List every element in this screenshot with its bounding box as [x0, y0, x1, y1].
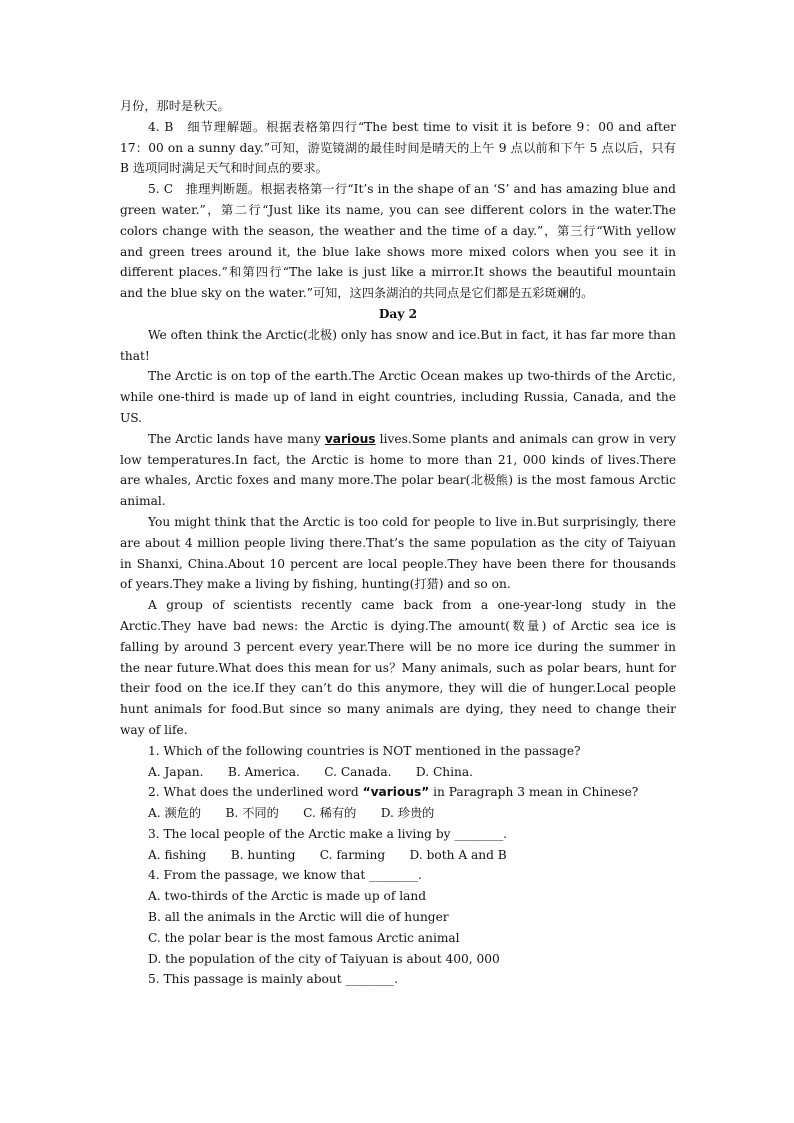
passage-paragraph-1: We often think the Arctic(北极) only has snow and ice.But in fact, it has far more than that!: [120, 327, 676, 363]
underlined-word: various: [324, 431, 376, 446]
answer-5: 5. C 推理判断题。根据表格第一行“It’s in the shape of an ‘S’ and has amazing blue and green water.”，第二行“Just like its name, you can see different colors in the water.The colors change with the season, the weather and the time of a day.”，第三行“With yellow and green trees around it, the blue lake shows more mixed colors when you see it in different places.”和第四行“The lake is just like a mirror.It shows the beautiful mountain and the blue sky on the water.”可知，这四条湖泊的共同点是它们都是五彩斑斓的。: [120, 182, 676, 301]
passage-paragraph-5: A group of scientists recently came back from a one-year-long study in the Arctic.They have bad news: the Arctic is dying.The amount(数量) of Arctic sea ice is falling by around 3 percent every year.There will be no more ice during the summer in the near future.What does this mean for us？Many animals, such as polar bears, hunt for their food on the ice.If they can’t do this anymore, they will die of hunger.Local people hunt animals for food.But since so many animals are dying, they need to change their way of life.: [120, 598, 676, 737]
question-5: 5. This passage is mainly about ________.: [148, 972, 399, 987]
passage-paragraph-4: You might think that the Arctic is too cold for people to live in.But surprisingly, there are about 4 million people living there.That’s the same population as the city of Taiyuan in Shanxi, China.About 10 percent are local people.They have been there for thousands of years.They make a living by fishing, hunting(打猎) and so on.: [120, 514, 676, 592]
answer-continuation: 月份，那时是秋天。: [120, 99, 230, 113]
paragraph-3-text-start: The Arctic lands have many: [148, 431, 325, 446]
question-4-option-a: A. two-thirds of the Arctic is made up of land: [148, 889, 427, 904]
question-4-option-c: C. the polar bear is the most famous Arctic animal: [148, 930, 460, 945]
question-4-option-d: D. the population of the city of Taiyuan is about 400, 000: [148, 951, 500, 966]
question-4-option-b: B. all the animals in the Arctic will die of hunger: [148, 910, 449, 925]
question-1-options: A. Japan. B. America. C. Canada. D. China.: [148, 764, 474, 779]
question-2-text-end: in Paragraph 3 mean in Chinese?: [429, 785, 639, 800]
answer-4: 4. B 细节理解题。根据表格第四行“The best time to visit it is before 9：00 and after 17：00 on a sunny day.”可知，游览镜湖的最佳时间是晴天的上午 9 点以前和下午 5 点以后，只有 B 选项同时满足天气和时间点的要求。: [120, 119, 676, 176]
question-4: 4. From the passage, we know that ________.: [148, 868, 422, 883]
question-1: 1. Which of the following countries is NOT mentioned in the passage?: [148, 743, 581, 758]
passage-paragraph-2: The Arctic is on top of the earth.The Arctic Ocean makes up two-thirds of the Arctic, while one-third is made up of land in eight countries, including Russia, Canada, and the US.: [120, 369, 676, 425]
question-3: 3. The local people of the Arctic make a living by ________.: [148, 826, 508, 841]
question-2-options: A. 濒危的 B. 不同的 C. 稀有的 D. 珍贵的: [148, 806, 435, 821]
section-title: Day 2: [378, 306, 418, 321]
question-2-keyword: “various”: [362, 785, 430, 800]
passage-paragraph-3: [120, 429, 676, 512]
paragraph-3-text-end: lives.Some plants and animals can grow in very low temperatures.In fact, the Arctic is home to more than 21, 000 kinds of lives.There are whales, Arctic foxes and many more.The polar bear(北极熊) is the most famous Arctic animal.: [120, 431, 676, 509]
question-2-text-start: 2. What does the underlined word: [148, 785, 363, 800]
question-3-options: A. fishing B. hunting C. farming D. both A and B: [148, 847, 507, 862]
document-page: [120, 96, 676, 990]
question-2: [120, 782, 676, 803]
